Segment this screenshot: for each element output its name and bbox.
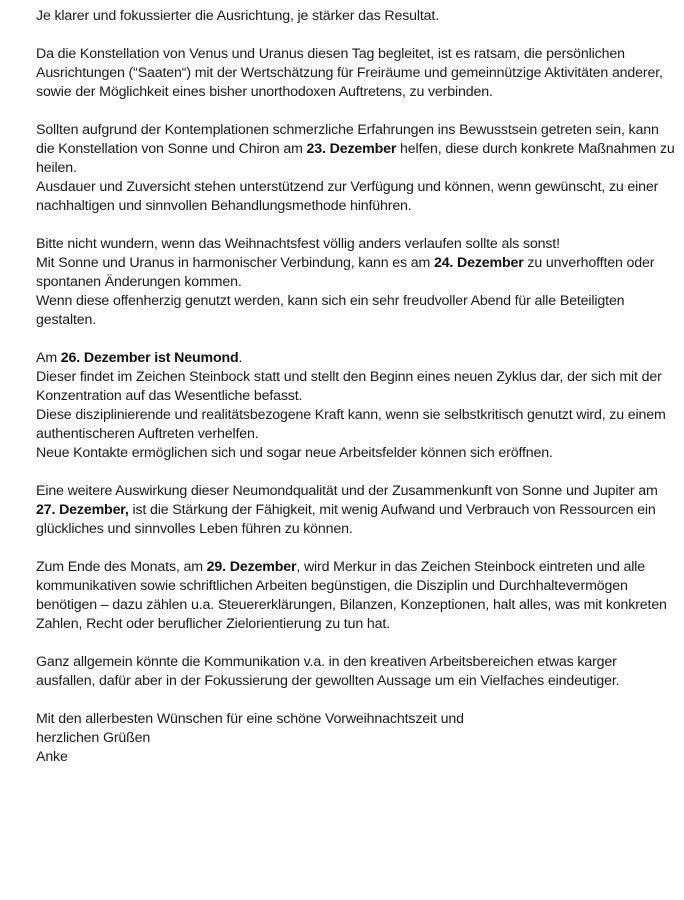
text-line bbox=[36, 653, 676, 672]
text-segment: Mit den allerbesten Wünschen für eine schöne Vorweihnachtszeit und bbox=[36, 711, 464, 727]
text-line bbox=[36, 425, 676, 444]
text-line bbox=[36, 672, 676, 691]
text-line bbox=[36, 121, 676, 140]
text-segment: gestalten. bbox=[36, 312, 97, 328]
text-segment: Ganz allgemein könnte die Kommunikation v.a. in den kreativen Arbeitsbereichen etwas karger bbox=[36, 654, 617, 670]
paragraph bbox=[36, 653, 676, 691]
paragraph bbox=[36, 121, 676, 216]
text-segment: authentischeren Auftreten verhelfen. bbox=[36, 426, 259, 442]
text-segment: Anke bbox=[36, 749, 68, 765]
text-line bbox=[36, 368, 676, 387]
text-segment: Ausrichtungen (“Saaten“) mit der Wertschätzung für Freiräume und gemeinnützige Aktivitäten anderer, bbox=[36, 65, 663, 81]
bold-date-text: 26. Dezember ist Neumond bbox=[60, 350, 239, 366]
text-line bbox=[36, 710, 676, 729]
text-segment: Je klarer und fokussierter die Ausrichtung, je stärker das Resultat. bbox=[36, 8, 440, 24]
text-segment: zu unverhofften oder bbox=[523, 255, 655, 271]
paragraph bbox=[36, 482, 676, 539]
text-segment: ist die Stärkung der Fähigkeit, mit wenig Aufwand und Verbrauch von Ressourcen ein bbox=[128, 502, 656, 518]
text-segment: benötigen – dazu zählen u.a. Steuererklärungen, Bilanzen, Konzeptionen, halt alles, was mit konkreten bbox=[36, 597, 667, 613]
text-segment: Da die Konstellation von Venus und Uranus diesen Tag begleitet, ist es ratsam, die persönlichen bbox=[36, 46, 625, 62]
text-segment: Ausdauer und Zuversicht stehen unterstützend zur Verfügung und können, wenn gewünscht, zu einer bbox=[36, 179, 659, 195]
text-segment: die Konstellation von Sonne und Chiron am bbox=[36, 141, 307, 157]
bold-date-text: 23. Dezember bbox=[306, 141, 397, 157]
text-segment: helfen, diese durch konkrete Maßnahmen zu bbox=[396, 141, 675, 157]
text-line bbox=[36, 178, 676, 197]
text-segment: spontanen Änderungen kommen. bbox=[36, 274, 242, 290]
text-line bbox=[36, 482, 676, 501]
text-segment: sowie der Möglichkeit eines bisher unorthodoxen Auftretens, zu verbinden. bbox=[36, 84, 493, 100]
text-line bbox=[36, 406, 676, 425]
text-line bbox=[36, 349, 676, 368]
text-line bbox=[36, 615, 676, 634]
text-segment: Diese disziplinierende und realitätsbezogene Kraft kann, wenn sie selbstkritisch genutzt wird, zu einem bbox=[36, 407, 666, 423]
text-segment: Neue Kontakte ermöglichen sich und sogar neue Arbeitsfelder können sich eröffnen. bbox=[36, 445, 553, 461]
text-line bbox=[36, 577, 676, 596]
document-body bbox=[36, 7, 676, 786]
text-line bbox=[36, 159, 676, 178]
text-segment: glückliches und sinnvolles Leben führen zu können. bbox=[36, 521, 353, 537]
text-segment: Konzentration auf das Wesentliche befasst. bbox=[36, 388, 303, 404]
text-segment: herzlichen Grüßen bbox=[36, 730, 151, 746]
paragraph bbox=[36, 558, 676, 634]
text-line bbox=[36, 311, 676, 330]
text-segment: nachhaltigen und sinnvollen Behandlungsmethode hinführen. bbox=[36, 198, 412, 214]
text-line bbox=[36, 235, 676, 254]
text-segment: . bbox=[238, 350, 243, 366]
text-line bbox=[36, 197, 676, 216]
text-segment: Wenn diese offenherzig genutzt werden, kann sich ein sehr freudvoller Abend für alle Beteiligten bbox=[36, 293, 625, 309]
text-segment: Dieser findet im Zeichen Steinbock statt und stellt den Beginn eines neuen Zyklus dar, der sich mit der bbox=[36, 369, 662, 385]
text-line bbox=[36, 501, 676, 520]
text-segment: Eine weitere Auswirkung dieser Neumondqualität und der Zusammenkunft von Sonne und Jupiter am bbox=[36, 483, 658, 499]
text-line bbox=[36, 292, 676, 311]
text-line bbox=[36, 520, 676, 539]
bold-date-text: 29. Dezember bbox=[206, 559, 297, 575]
text-line bbox=[36, 748, 676, 767]
paragraph bbox=[36, 235, 676, 330]
bold-date-text: 27. Dezember, bbox=[36, 502, 129, 518]
text-segment: Mit Sonne und Uranus in harmonischer Verbindung, kann es am bbox=[36, 255, 434, 271]
text-line bbox=[36, 83, 676, 102]
paragraph bbox=[36, 349, 676, 463]
bold-date-text: 24. Dezember bbox=[433, 255, 524, 271]
paragraph bbox=[36, 45, 676, 102]
text-segment: heilen. bbox=[36, 160, 77, 176]
text-line bbox=[36, 45, 676, 64]
text-line bbox=[36, 729, 676, 748]
paragraph bbox=[36, 7, 676, 26]
text-segment: Zahlen, Recht oder beruflicher Zielorientierung zu tun hat. bbox=[36, 616, 390, 632]
text-line bbox=[36, 596, 676, 615]
text-segment: ausfallen, dafür aber in der Fokussierung der gewollten Aussage um ein Vielfaches eindeutiger. bbox=[36, 673, 620, 689]
text-line bbox=[36, 444, 676, 463]
text-segment: Am bbox=[36, 350, 61, 366]
text-segment: Zum Ende des Monats, am bbox=[36, 559, 207, 575]
text-segment: kommunikativen sowie schriftlichen Arbeiten begünstigen, die Disziplin und Durchhaltevermögen bbox=[36, 578, 628, 594]
text-line bbox=[36, 7, 676, 26]
text-line bbox=[36, 387, 676, 406]
paragraph bbox=[36, 710, 676, 767]
text-line bbox=[36, 254, 676, 273]
text-segment: , wird Merkur in das Zeichen Steinbock eintreten und alle bbox=[296, 559, 646, 575]
text-line bbox=[36, 273, 676, 292]
text-line bbox=[36, 558, 676, 577]
text-segment: Sollten aufgrund der Kontemplationen schmerzliche Erfahrungen ins Bewusstsein getreten sein, kann bbox=[36, 122, 659, 138]
text-line bbox=[36, 64, 676, 83]
text-segment: Bitte nicht wundern, wenn das Weihnachtsfest völlig anders verlaufen sollte als sonst! bbox=[36, 236, 560, 252]
text-line bbox=[36, 140, 676, 159]
